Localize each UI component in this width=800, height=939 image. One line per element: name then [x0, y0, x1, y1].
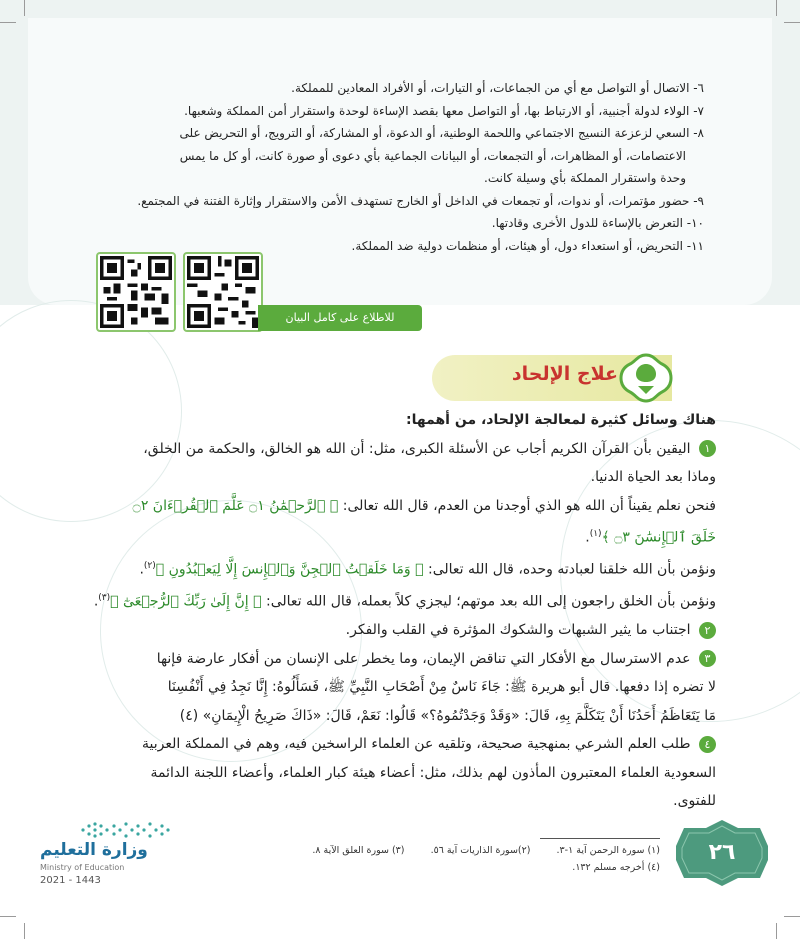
footnote: (٤) أخرجه مسلم ١٣٢.: [572, 862, 660, 873]
paragraph-line: [84, 492, 716, 521]
paragraph-line: ونؤمن بأن الله خلقنا لعبادته وحده، قال الله تعالى: ﴿ وَمَا خَلَقۡتُ ٱلۡجِنَّ وَٱلۡإِنسَ إِلَّا لِيَعۡبُدُونِ ﴾$^{(٢)}$.: [139, 561, 716, 578]
qr-code-icon[interactable]: [96, 252, 176, 332]
qr-codes: [96, 252, 271, 332]
quran-verse: ﴿ وَمَا خَلَقۡتُ ٱلۡجِنَّ وَٱلۡإِنسَ إِلَّا لِيَعۡبُدُونِ ﴾: [155, 561, 424, 578]
paragraph-line: ونؤمن بأن الخلق راجعون إلى الله بعد موتهم؛ ليجزي كلاً بعمله، قال الله تعالى: ﴿ إِنَّ إِلَىٰ رَبِّكَ ٱلرُّجۡعَىٰٓ ﴾$^{(٣)}$.: [93, 593, 716, 610]
footnote-ref: (١): [589, 529, 602, 539]
paragraph-text: ونؤمن بأن الخلق راجعون إلى الله بعد موتهم؛ ليجزي كلاً بعمله، قال الله تعالى:: [261, 593, 716, 610]
ministry-year: 2021 - 1443: [40, 875, 101, 886]
ministry-arabic: وزارة التعليم: [40, 840, 148, 860]
list-item: ١٠- التعرض بالإساءة للدول الأخرى وقادتها.: [491, 216, 704, 230]
list-item: ٩- حضور مؤتمرات، أو ندوات، أو تجمعات في الداخل أو الخارج تستهدف الأمن والاستقرار وإثارة الفتنة في المجتمع.: [137, 193, 704, 208]
body-text: [84, 406, 716, 816]
crop-mark: [784, 916, 800, 917]
number-badge: ١: [699, 440, 716, 457]
paragraph-text: للفتوى.: [673, 793, 716, 810]
paragraph-text: اجتناب ما يثير الشبهات والشكوك المؤثرة في القلب والفكر.: [345, 622, 691, 639]
footnote-ref: (٣): [98, 593, 111, 604]
crop-mark: [24, 923, 25, 939]
paragraph-text: اليقين بأن القرآن الكريم أجاب عن الأسئلة الكبرى، مثل: أن الله هو الخالق، والحكمة من الخلق،: [143, 440, 691, 457]
list-item: ٦- الاتصال أو التواصل مع أي من الجماعات، أو التيارات، أو الأفراد المعادين للمملكة.: [291, 81, 704, 95]
footnote: (١) سورة الرحمن آية ١-٣.: [556, 845, 660, 856]
footnote-ref: (٢): [143, 561, 156, 572]
quran-verse: ﴿ ٱلرَّحۡمَٰنُ ۝١ عَلَّمَ ٱلۡقُرۡءَانَ ۝٢: [132, 497, 339, 514]
paragraph-2: [84, 616, 716, 645]
quran-verse: خَلَقَ ٱلۡإِنسَٰنَ ۝٣ ﴾: [601, 529, 716, 546]
crop-mark: [0, 22, 16, 23]
paragraph-text: عدم الاسترسال مع الأفكار التي تناقض الإيمان، وما يخطر على الإنسان من أفكار عارضة فإنها: [156, 650, 691, 667]
number-badge: ٢: [699, 622, 716, 639]
number-badge: ٣: [699, 650, 716, 667]
list-item: ١١- التحريض، أو استعداء دول، أو هيئات، أو منظمات دولية ضد المملكة.: [351, 238, 704, 253]
crop-mark: [776, 0, 777, 16]
crop-mark: [776, 923, 777, 939]
crop-mark: [784, 22, 800, 23]
page-number-badge: [672, 818, 772, 888]
footnote-divider: [540, 838, 660, 839]
page-number: ٢٦: [708, 840, 736, 865]
paragraph-text: طلب العلم الشرعي بمنهجية صحيحة، وتلقيه عن العلماء الراسخين فيه، وهم في المملكة العربية: [142, 736, 691, 753]
footnotes: [280, 842, 660, 876]
list-item: وحدة واستقرار المملكة بأي وسيلة كانت.: [484, 171, 686, 185]
qr-code-icon[interactable]: [183, 252, 263, 332]
ornament-icon: [618, 352, 674, 404]
paragraph-text: وماذا بعد الحياة الدنيا.: [590, 469, 716, 485]
list-item: الاعتصامات، أو المظاهرات، أو التجمعات، أو البيانات الجماعية بأي دعوى أو صورة كانت، أو كل ما يمس: [179, 148, 686, 163]
numbered-list: [94, 77, 704, 257]
section-title: علاج الإلحاد: [511, 363, 618, 385]
paragraph-1: [84, 435, 716, 464]
footnote: (٢)سورة الذاريات آية ٥٦.: [430, 845, 531, 856]
list-item: ٨- السعي لزعزعة النسيج الاجتماعي واللحمة الوطنية، أو الدعوة، أو المشاركة، أو الترويج، أو التحريض على: [179, 126, 704, 140]
qr-banner: للاطلاع على كامل البيان: [258, 305, 422, 331]
crop-mark: [24, 0, 25, 16]
paragraph-text: ونؤمن بأن الله خلقنا لعبادته وحده، قال الله تعالى:: [423, 561, 716, 578]
paragraph-text: السعودية العلماء المعتبرون المأذون لهم بذلك، مثل: أعضاء هيئة كبار العلماء، وأعضاء اللجنة الدائمة: [150, 764, 716, 781]
number-badge: ٤: [699, 736, 716, 753]
ministry-logo: [40, 820, 180, 890]
paragraph-line: خَلَقَ ٱلۡإِنسَٰنَ ۝٣ ﴾$^{(١)}$.: [585, 529, 716, 546]
ministry-dots-icon: [78, 820, 188, 840]
list-item: ٧- الولاء لدولة أجنبية، أو الارتباط بها، أو التواصل معها بقصد الإساءة لوحدة واستقرار أمن المملكة وشعبها.: [184, 103, 704, 118]
ministry-english: Ministry of Education: [40, 863, 125, 872]
quran-verse: ﴿ إِنَّ إِلَىٰ رَبِّكَ ٱلرُّجۡعَىٰٓ ﴾: [110, 593, 262, 610]
intro: هناك وسائل كثيرة لمعالجة الإلحاد، من أهمها:: [405, 412, 716, 428]
paragraph-text: مَا يَتَعَاظَمُ أَحَدُنَا أَنْ يَتَكَلَّمَ بِهِ، قَالَ: «وَقَدْ وَجَدْتُمُوهُ؟» قَالُوا: نَعَمْ، قَالَ: «ذَاكَ صَرِيحُ الْإِيمَانِ» (٤): [179, 707, 716, 724]
paragraph-3: [84, 645, 716, 674]
paragraph-text: فنحن نعلم يقيناً أن الله هو الذي أوجدنا من العدم، قال الله تعالى:: [338, 497, 716, 514]
footnote: (٣) سورة العلق الآية ٨.: [312, 845, 405, 856]
paragraph-text: لا تضره إذا دفعها. قال أبو هريرة ﷺ: جَاءَ نَاسٌ مِنْ أَصْحَابِ النَّبِيِّ ﷺ، فَسَأَلُوهُ: إِنَّا نَجِدُ فِي أَنْفُسِنَا: [167, 679, 716, 696]
crop-mark: [0, 916, 16, 917]
footnote-row: [280, 842, 660, 859]
paragraph-4: [84, 730, 716, 759]
